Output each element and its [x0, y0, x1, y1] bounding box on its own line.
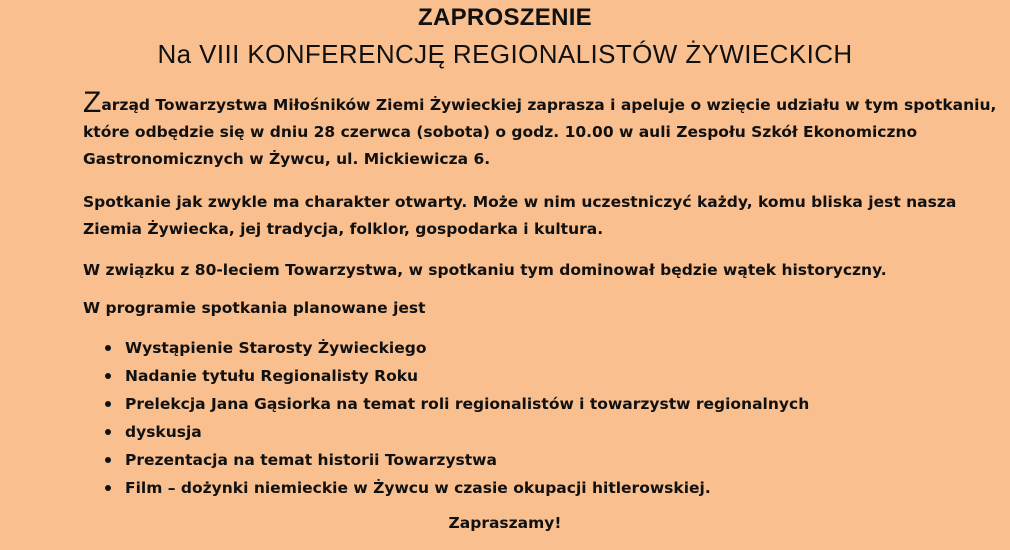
programme-item — [100, 362, 809, 390]
bullet-icon — [105, 373, 111, 379]
programme-list — [100, 334, 809, 502]
paragraph-open-meeting-line-1: Spotkanie jak zwykle ma charakter otwarty. Może w nim uczestniczyć każdy, komu bliska jest nasza — [83, 193, 957, 211]
bullet-icon — [105, 457, 111, 463]
programme-item-text: Prezentacja na temat historii Towarzystwa — [125, 451, 497, 469]
programme-item-text: Nadanie tytułu Regionalisty Roku — [125, 367, 419, 385]
page-title: ZAPROSZENIE — [418, 4, 592, 31]
programme-item-text: Prelekcja Jana Gąsiorka na temat roli regionalistów i towarzystw regionalnych — [125, 395, 810, 413]
bullet-icon — [105, 485, 111, 491]
programme-item — [100, 446, 809, 474]
page-subtitle: Na VIII KONFERENCJĘ REGIONALISTÓW ŻYWIECKICH — [157, 39, 853, 69]
paragraph-open-meeting — [83, 189, 957, 243]
programme-item-text: dyskusja — [125, 423, 202, 441]
drop-cap: Z — [83, 86, 102, 119]
paragraph-open-meeting-line-2: Ziemia Żywiecka, jej tradycja, folklor, gospodarka i kultura. — [83, 220, 604, 238]
programme-item-text: Film – dożynki niemieckie w Żywcu w czasie okupacji hitlerowskiej. — [125, 479, 711, 497]
paragraph-intro-line-1: arząd Towarzystwa Miłośników Ziemi Żywieckiej zaprasza i apeluje o wzięcie udziału w tym spotkaniu, — [101, 96, 997, 114]
programme-item — [100, 474, 809, 502]
paragraph-intro-line-3: Gastronomicznych w Żywcu, ul. Mickiewicza 6. — [83, 150, 491, 168]
paragraph-intro — [83, 86, 997, 173]
programme-item — [100, 418, 809, 446]
bullet-icon — [105, 429, 111, 435]
programme-item-text: Wystąpienie Starosty Żywieckiego — [125, 339, 427, 357]
paragraph-programme-intro: W programie spotkania planowane jest — [83, 299, 426, 317]
paragraph-intro-line-2: które odbędzie się w dniu 28 czerwca (sobota) o godz. 10.00 w auli Zespołu Szkół Ekonomiczno — [83, 123, 918, 141]
programme-item — [100, 334, 809, 362]
bullet-icon — [105, 401, 111, 407]
programme-item — [100, 390, 809, 418]
closing-text: Zapraszamy! — [448, 514, 562, 532]
paragraph-anniversary: W związku z 80-leciem Towarzystwa, w spotkaniu tym dominował będzie wątek historyczny. — [83, 261, 887, 279]
bullet-icon — [105, 345, 111, 351]
